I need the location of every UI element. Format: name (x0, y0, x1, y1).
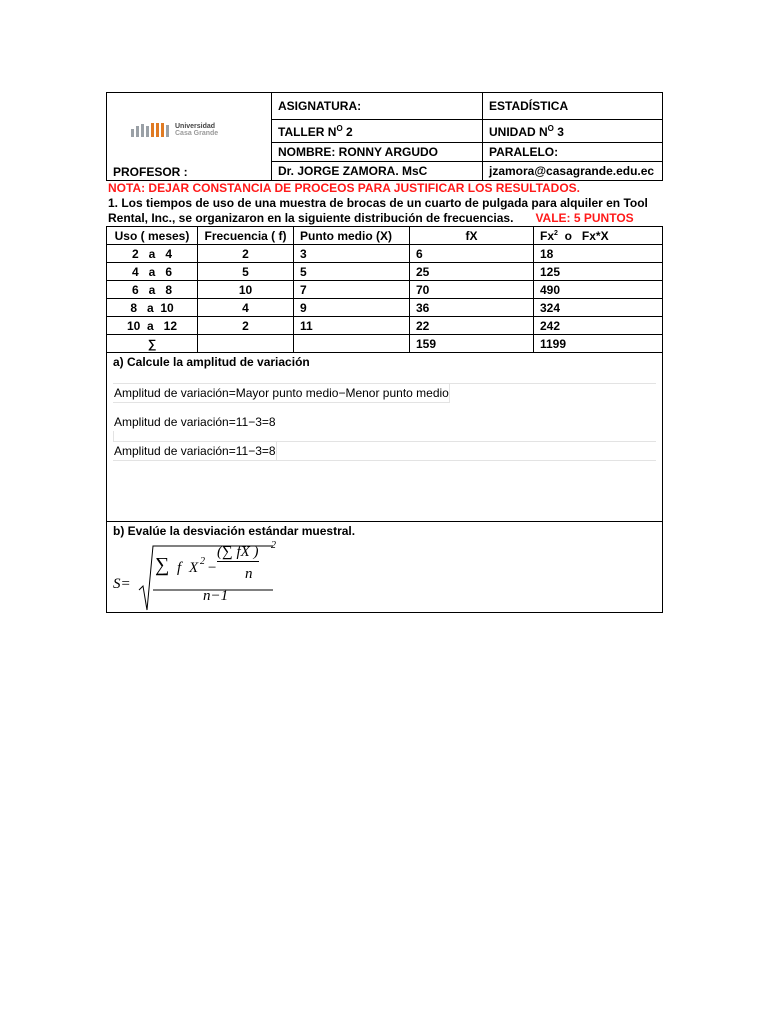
nota-text: NOTA: DEJAR CONSTANCIA DE PROCEOS PARA JUSTIFICAR LOS RESULTADOS. (108, 181, 581, 195)
table-row: 10 a 12 2 11 22 242 (107, 317, 663, 335)
col-punto-medio: Punto medio (X) (294, 227, 410, 245)
nombre-cell: NOMBRE: RONNY ARGUDO (272, 143, 483, 162)
question-line2: Rental, Inc., se organizaron en la siguiente distribución de frecuencias. VALE: 5 PUNTOS (108, 211, 634, 225)
part-a-line1: Amplitud de variación=Mayor punto medio−Menor punto medio (113, 384, 450, 403)
stddev-formula: S= ∑ f X 2 − (∑ fX ) 2 n n−1 (113, 538, 656, 610)
asignatura-label: ASIGNATURA: (272, 93, 483, 120)
frequency-table (106, 226, 663, 613)
logo-cell (107, 93, 272, 181)
logo-bars-icon (131, 123, 169, 137)
logo-line2: Casa Grande (175, 130, 219, 137)
university-logo (131, 123, 218, 137)
table-row: 8 a 10 4 9 36 324 (107, 299, 663, 317)
question-line1: 1. Los tiempos de uso de una muestra de brocas de un cuarto de pulgada para alquiler en Tool (108, 196, 648, 210)
table-row: 6 a 8 10 7 70 490 (107, 281, 663, 299)
part-b-row (107, 522, 663, 613)
email-cell: jzamora@casagrande.edu.ec (483, 162, 663, 181)
s-symbol: S= (113, 576, 131, 592)
col-fx2: Fx$^2$ o Fx*X (534, 227, 663, 245)
col-uso: Uso ( meses) (107, 227, 198, 245)
table-row: 4 a 6 5 5 25 125 (107, 263, 663, 281)
document (106, 92, 662, 613)
col-fx: fX (410, 227, 534, 245)
part-a-row (107, 353, 663, 522)
paralelo-cell: PARALELO: (483, 143, 663, 162)
part-a-title: a) Calcule la amplitud de variación (113, 355, 310, 369)
sigma-icon: ∑ (107, 335, 198, 353)
profesor-name: Dr. JORGE ZAMORA. MsC (272, 162, 483, 181)
taller-cell: TALLER $N^O$ 2 (272, 120, 483, 143)
logo-line1: Universidad (175, 123, 216, 130)
part-a-line3: Amplitud de variación=11−3=8 (114, 444, 276, 458)
table-header-row (107, 227, 663, 245)
part-a-line2: Amplitud de variación=11−3=8 (114, 415, 276, 429)
asignatura-value: ESTADÍSTICA (483, 93, 663, 120)
sum-icon: ∑ (155, 554, 170, 576)
table-row: 2 a 4 2 3 6 18 (107, 245, 663, 263)
profesor-label: PROFESOR : (113, 165, 188, 179)
header-table (106, 92, 663, 181)
col-frecuencia: Frecuencia ( f) (198, 227, 294, 245)
table-total-row: ∑ 159 1199 (107, 335, 663, 353)
unidad-cell: UNIDAD $N^O$ 3 (483, 120, 663, 143)
part-b-title: b) Evalúe la desviación estándar muestral. (113, 524, 356, 538)
vale-label: VALE: 5 PUNTOS (535, 211, 634, 225)
